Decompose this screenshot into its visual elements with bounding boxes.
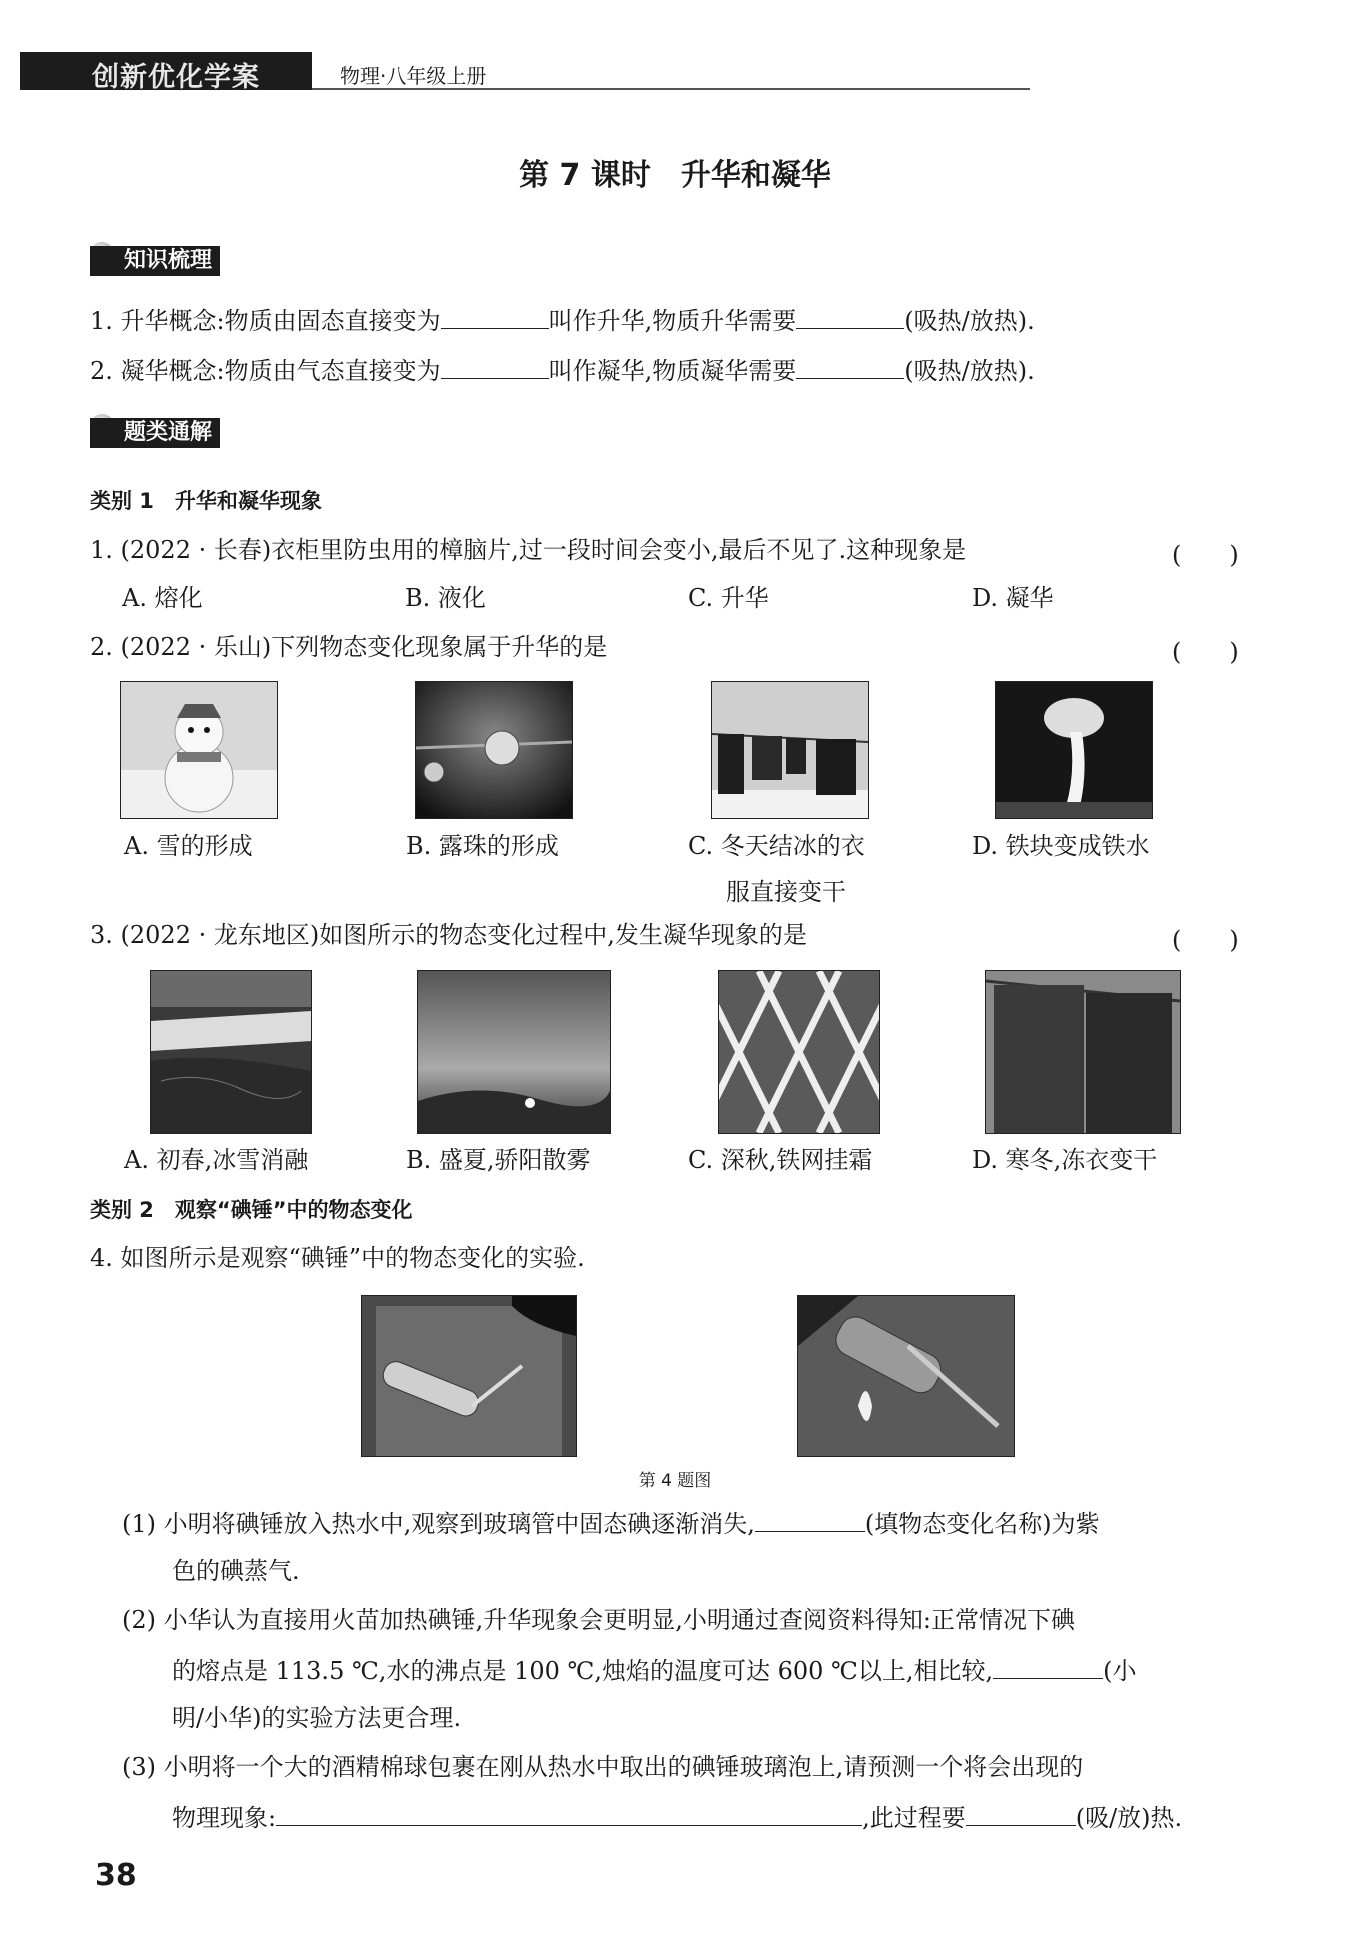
q3-caption-c: C. 深秋,铁网挂霜	[688, 1146, 873, 1174]
q4-part-1: (1) 小明将碘锤放入热水中,观察到玻璃管中固态碘逐渐消失, (填物态变化名称)为紫	[122, 1507, 1100, 1539]
melting-snow-photo	[150, 970, 312, 1134]
section-knowledge-title: 知识梳理	[90, 246, 220, 276]
lesson-title: 第 7 课时 升华和凝华	[519, 158, 831, 193]
dewdrop-photo	[415, 681, 573, 819]
answer-blank[interactable]	[755, 1507, 865, 1532]
iodine-hot-water-photo	[361, 1295, 577, 1457]
header-rule	[312, 88, 1030, 90]
knowledge-item-2: 2. 凝华概念:物质由气态直接变为 叫作凝华,物质凝华需要 (吸热/放热).	[90, 354, 1035, 386]
sun-fog-photo	[417, 970, 611, 1134]
header-subject: 物理·八年级上册	[340, 64, 487, 88]
brand-logo: 创新优化学案	[92, 62, 260, 93]
q2-caption-c: C. 冬天结冰的衣	[688, 832, 865, 860]
category-1-title: 类别 1 升华和凝华现象	[90, 489, 322, 513]
q2-caption-d: D. 铁块变成铁水	[972, 832, 1150, 860]
question-1-stem: 1. (2022 · 长春)衣柜里防虫用的樟脑片,过一段时间会变小,最后不见了.这种现象是	[90, 536, 967, 564]
frosted-fence-photo	[718, 970, 880, 1134]
answer-blank[interactable]	[993, 1654, 1103, 1679]
q4-part-2-cont: 的熔点是 113.5 ℃,水的沸点是 100 ℃,烛焰的温度可达 600 ℃以上,相比较, (小	[172, 1654, 1137, 1686]
question-4-stem: 4. 如图所示是观察“碘锤”中的物态变化的实验.	[90, 1244, 585, 1272]
answer-paren[interactable]: ( )	[1172, 638, 1239, 666]
q3-caption-b: B. 盛夏,骄阳散雾	[406, 1146, 591, 1174]
q4-part-2: (2) 小华认为直接用火苗加热碘锤,升华现象会更明显,小明通过查阅资料得知:正常情况下碘	[122, 1606, 1075, 1634]
answer-blank[interactable]	[441, 304, 549, 329]
q2-caption-c-cont: 服直接变干	[726, 878, 846, 906]
answer-blank[interactable]	[796, 354, 904, 379]
q4-part-1-cont: 色的碘蒸气.	[172, 1557, 300, 1585]
answer-paren[interactable]: ( )	[1172, 541, 1239, 569]
q4-part-2-cont2: 明/小华)的实验方法更合理.	[172, 1704, 462, 1732]
snowman-photo	[120, 681, 278, 819]
q1-option-b: B. 液化	[405, 584, 486, 612]
molten-iron-photo	[995, 681, 1153, 819]
q4-part-3: (3) 小明将一个大的酒精棉球包裹在刚从热水中取出的碘锤玻璃泡上,请预测一个将会出现的	[122, 1753, 1084, 1781]
frozen-laundry-photo	[985, 970, 1181, 1134]
answer-blank[interactable]	[276, 1801, 862, 1826]
answer-paren[interactable]: ( )	[1172, 926, 1239, 954]
category-2-title: 类别 2 观察“碘锤”中的物态变化	[90, 1198, 413, 1222]
answer-blank[interactable]	[796, 304, 904, 329]
q3-caption-a: A. 初春,冰雪消融	[124, 1146, 309, 1174]
page-number: 38	[95, 1858, 137, 1893]
q1-option-c: C. 升华	[688, 584, 769, 612]
question-3-stem: 3. (2022 · 龙东地区)如图所示的物态变化过程中,发生凝华现象的是	[90, 921, 807, 949]
iodine-flame-photo	[797, 1295, 1015, 1457]
figure-4-caption: 第 4 题图	[638, 1471, 712, 1491]
q1-option-a: A. 熔化	[122, 584, 203, 612]
q3-caption-d: D. 寒冬,冻衣变干	[972, 1146, 1158, 1174]
q2-caption-a: A. 雪的形成	[124, 832, 253, 860]
frozen-clothes-photo	[711, 681, 869, 819]
answer-blank[interactable]	[441, 354, 549, 379]
section-exercises-title: 题类通解	[90, 418, 220, 448]
answer-blank[interactable]	[966, 1801, 1076, 1826]
q4-part-3-cont: 物理现象: ,此过程要 (吸/放)热.	[172, 1801, 1182, 1833]
question-2-stem: 2. (2022 · 乐山)下列物态变化现象属于升华的是	[90, 633, 608, 661]
q2-caption-b: B. 露珠的形成	[406, 832, 559, 860]
q1-option-d: D. 凝华	[972, 584, 1054, 612]
knowledge-item-1: 1. 升华概念:物质由固态直接变为 叫作升华,物质升华需要 (吸热/放热).	[90, 304, 1035, 336]
